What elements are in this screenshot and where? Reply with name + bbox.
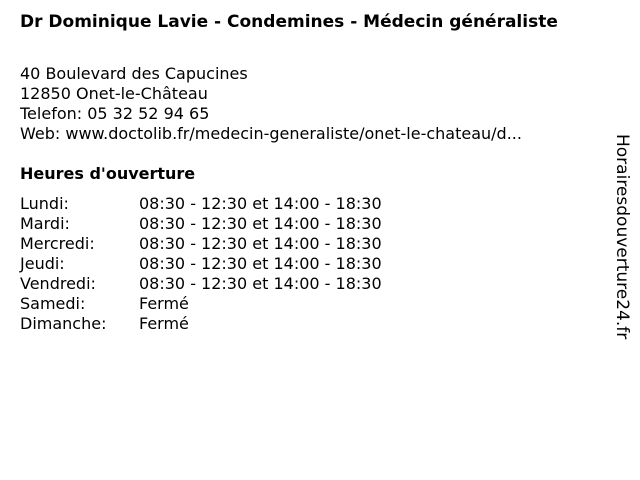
hours-row-saturday bbox=[20, 294, 382, 314]
hours-row-tuesday bbox=[20, 214, 382, 234]
brand-watermark: Horairesdouverture24.fr bbox=[612, 134, 632, 340]
city-address: 12850 Onet-le-Château bbox=[20, 84, 208, 103]
day-hours: 08:30 - 12:30 et 14:00 - 18:30 bbox=[139, 234, 382, 253]
day-hours: Fermé bbox=[139, 294, 189, 313]
hours-row-monday bbox=[20, 194, 382, 214]
day-hours: 08:30 - 12:30 et 14:00 - 18:30 bbox=[139, 274, 382, 293]
street-address: 40 Boulevard des Capucines bbox=[20, 64, 248, 83]
day-hours: 08:30 - 12:30 et 14:00 - 18:30 bbox=[139, 194, 382, 213]
page-title: Dr Dominique Lavie - Condemines - Médecin généraliste bbox=[20, 12, 558, 32]
day-hours: 08:30 - 12:30 et 14:00 - 18:30 bbox=[139, 254, 382, 273]
day-label: Jeudi: bbox=[20, 254, 65, 273]
day-label: Mardi: bbox=[20, 214, 70, 233]
hours-row-friday bbox=[20, 274, 382, 294]
day-label: Samedi: bbox=[20, 294, 86, 313]
day-hours: 08:30 - 12:30 et 14:00 - 18:30 bbox=[139, 214, 382, 233]
hours-heading: Heures d'ouverture bbox=[20, 164, 196, 183]
day-hours: Fermé bbox=[139, 314, 189, 333]
website-link[interactable]: Web: www.doctolib.fr/medecin-generaliste/onet-le-chateau/d... bbox=[20, 124, 522, 143]
day-label: Mercredi: bbox=[20, 234, 95, 253]
hours-row-thursday bbox=[20, 254, 382, 274]
hours-row-wednesday bbox=[20, 234, 382, 254]
hours-row-sunday bbox=[20, 314, 382, 334]
phone-number: Telefon: 05 32 52 94 65 bbox=[20, 104, 210, 123]
contact-block bbox=[20, 64, 590, 144]
day-label: Lundi: bbox=[20, 194, 69, 213]
hours-list bbox=[20, 194, 382, 334]
day-label: Vendredi: bbox=[20, 274, 96, 293]
day-label: Dimanche: bbox=[20, 314, 107, 333]
